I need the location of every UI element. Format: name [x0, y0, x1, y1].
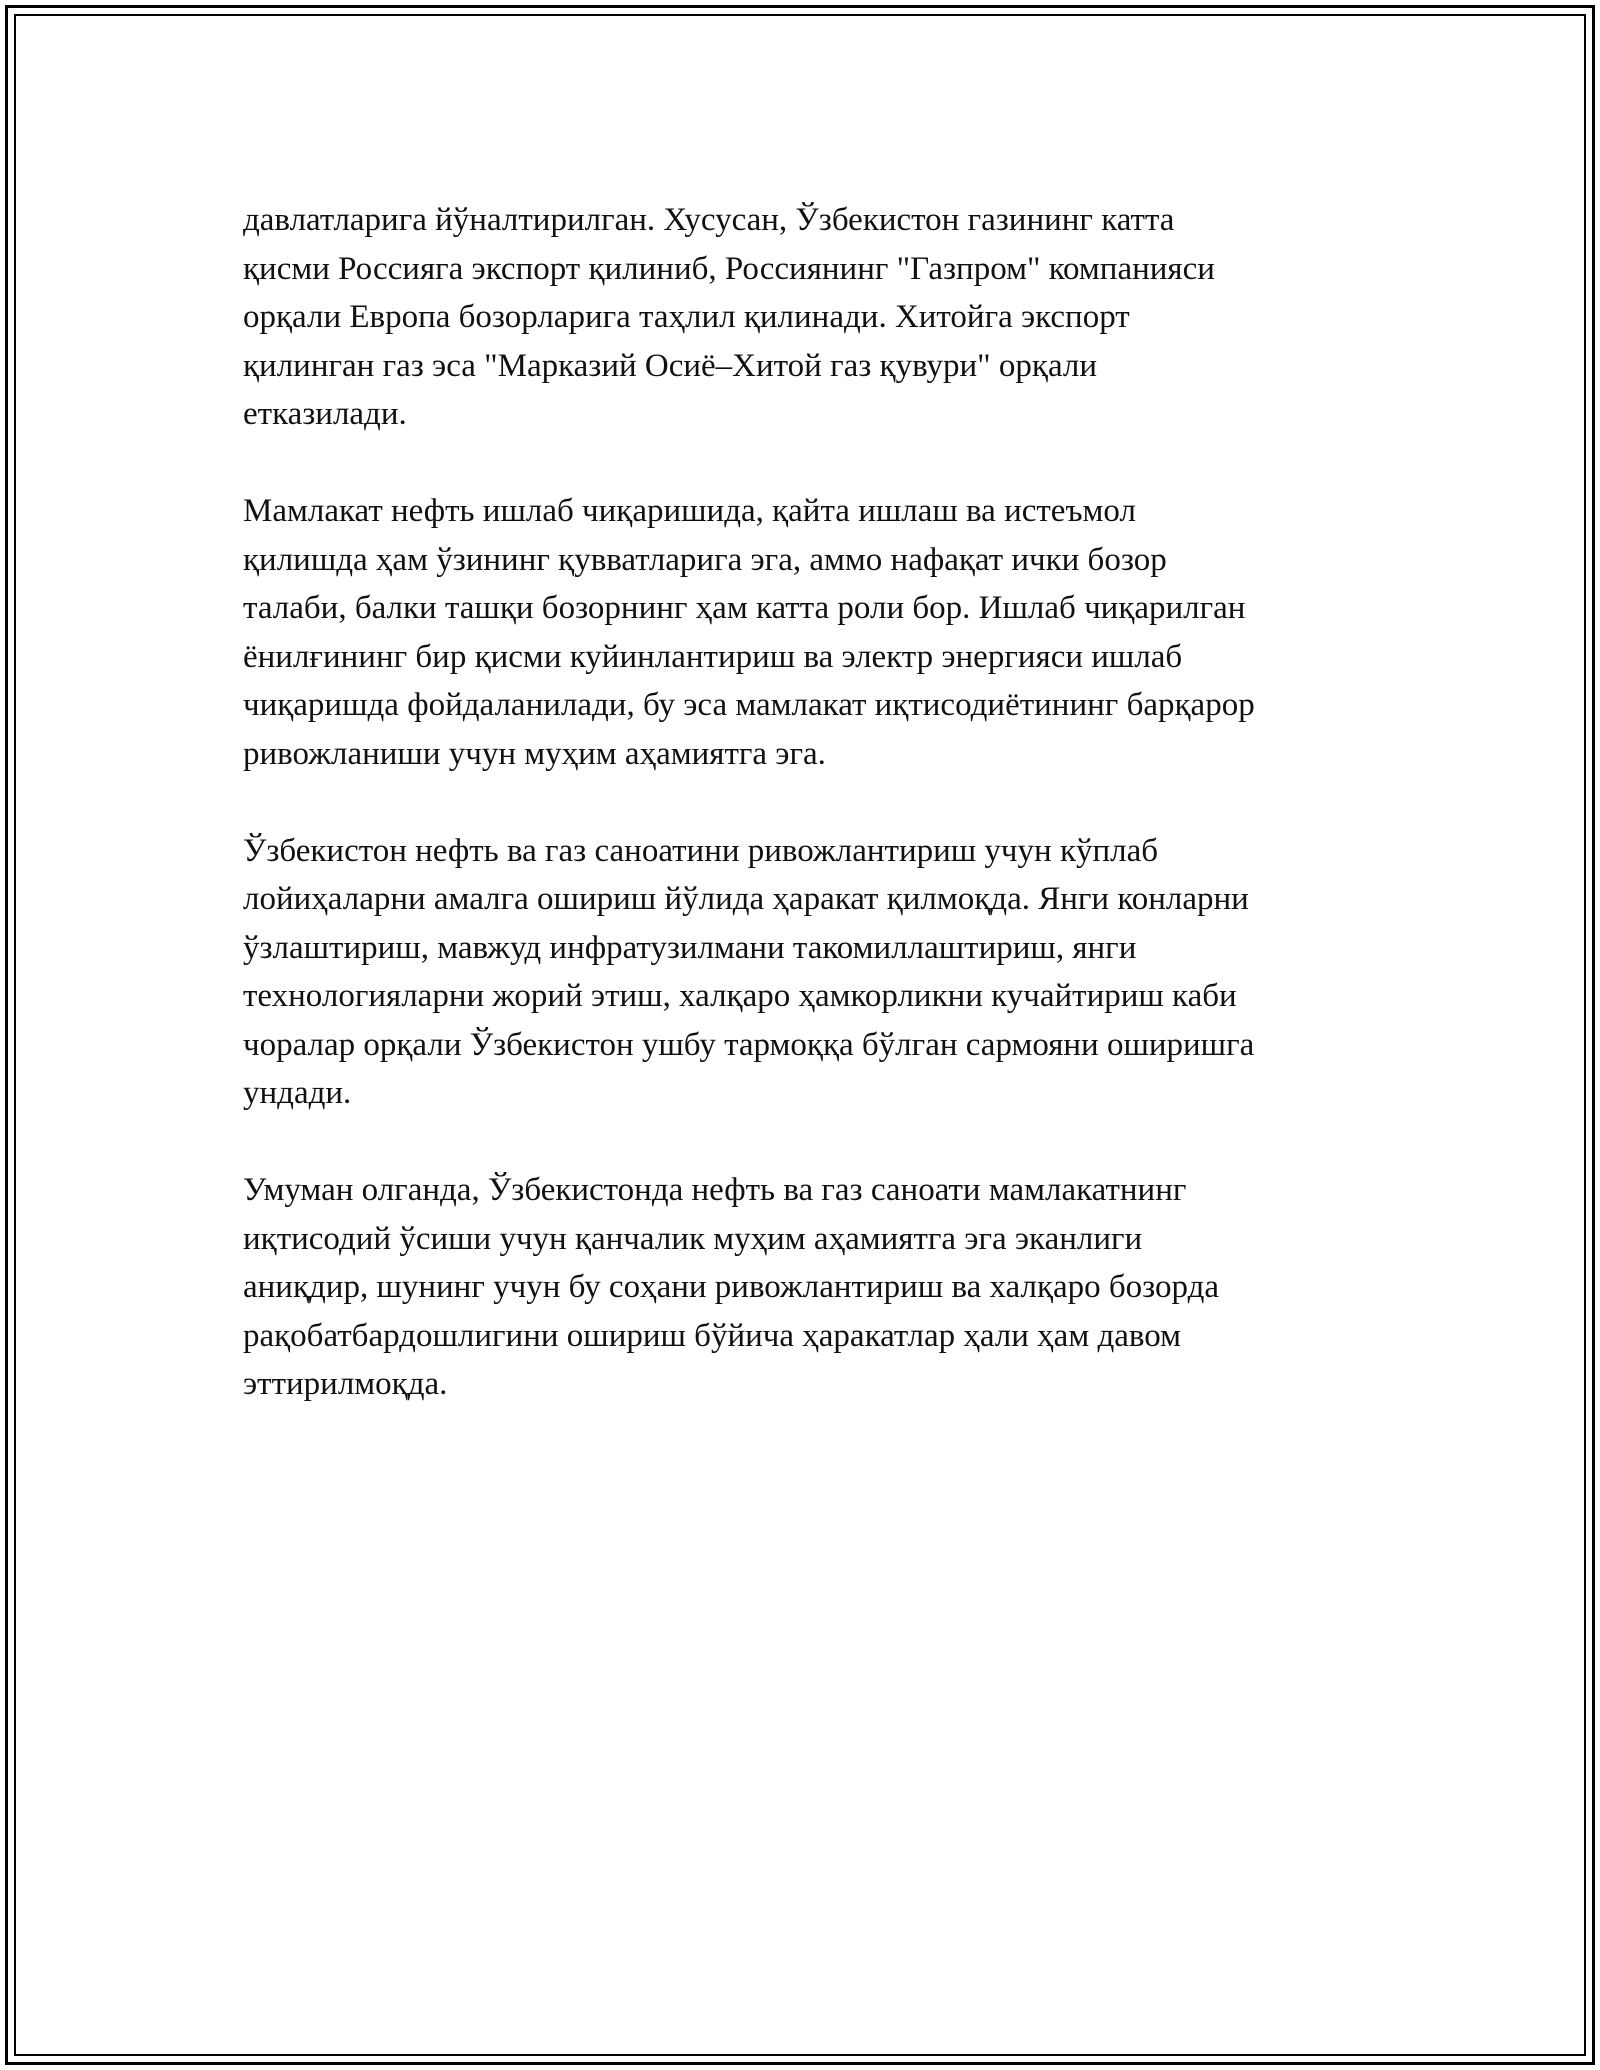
text-line: аниқдир, шунинг учун бу соҳани ривожлантириш ва халқаро бозорда	[243, 1269, 1220, 1305]
text-line: эттирилмоқда.	[243, 1366, 448, 1402]
paragraph-2	[243, 487, 1383, 778]
text-line: ривожланиши учун муҳим аҳамиятга эга.	[243, 735, 826, 772]
text-line: етказилади.	[243, 396, 407, 432]
text-line: технологияларни жорий этиш, халқаро ҳамкорликни кучайтириш каби	[243, 978, 1237, 1014]
text-line: ундади.	[243, 1075, 352, 1111]
text-line: қилинган газ эса "Марказий Осиё–Хитой газ қувури" орқали	[243, 347, 1098, 384]
text-line: Ўзбекистон нефть ва газ саноатини ривожлантириш учун кўплаб	[243, 832, 1159, 869]
text-line: давлатларига йўналтирилган. Хусусан, Ўзбекистон газининг катта	[243, 202, 1175, 238]
text-line: лойиҳаларни амалга ошириш йўлида ҳаракат қилмоқда. Янги конларни	[243, 881, 1249, 917]
text-line: қилишда ҳам ўзининг қувватларига эга, аммо нафақат ички бозор	[243, 541, 1167, 578]
text-line: Умуман олганда, Ўзбекистонда нефть ва газ саноати мамлакатнинг	[243, 1172, 1187, 1208]
paragraph-4	[243, 1166, 1383, 1409]
text-line: Мамлакат нефть ишлаб чиқаришида, қайта ишлаш ва истеъмол	[243, 493, 1136, 529]
text-line: рақобатбардошлигини ошириш бўйича ҳаракатлар ҳали ҳам давом	[243, 1317, 1182, 1354]
text-line: чиқаришда фойдаланилади, бу эса мамлакат иқтисодиётининг барқарор	[243, 687, 1255, 723]
text-line: ёнилғининг бир қисми куйинлантириш ва электр энергияси ишлаб	[243, 638, 1183, 675]
paragraph-1	[243, 196, 1383, 439]
text-line: қисми Россияга экспорт қилиниб, Россиянинг "Газпром" компанияси	[243, 250, 1215, 287]
text-line: иқтисодий ўсиши учун қанчалик муҳим аҳамиятга эга эканлиги	[243, 1220, 1143, 1257]
text-line: чоралар орқали Ўзбекистон ушбу тармоққа бўлган сармояни оширишга	[243, 1026, 1255, 1063]
text-line: орқали Европа бозорларига таҳлил қилинади. Хитойга экспорт	[243, 299, 1130, 335]
document-body	[243, 196, 1383, 1457]
paragraph-3	[243, 827, 1383, 1118]
page-frame	[5, 5, 1595, 2065]
text-line: талаби, балки ташқи бозорнинг ҳам катта роли бор. Ишлаб чиқарилган	[243, 590, 1246, 626]
text-line: ўзлаштириш, мавжуд инфратузилмани такомиллаштириш, янги	[243, 929, 1137, 966]
